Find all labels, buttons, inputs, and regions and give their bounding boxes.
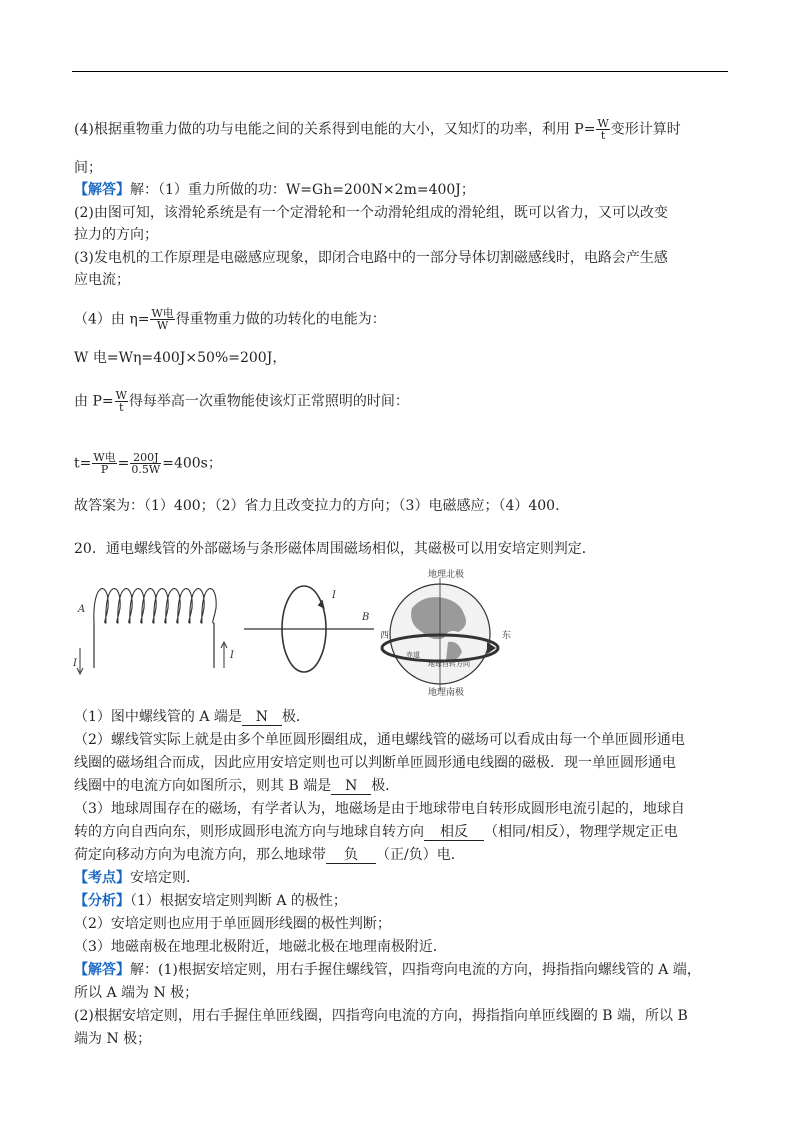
kaodian-tag: 【考点】 [74,870,130,886]
q20-part-3-line-3 [74,845,465,865]
question-20-figure [72,568,542,696]
coil-label-a: A [78,604,86,615]
question-text: 荷定向移动方向为电流方向，那么地球带 [74,847,326,863]
time-fraction-1 [92,452,116,475]
question-text: （相同/相反），物理学规定正电 [484,824,678,840]
q20-part-2-line-3 [74,776,399,796]
single-loop-diagram [244,586,374,672]
kaodian-line [74,868,200,888]
question-text: 极． [281,709,310,725]
jieda-line-3: (2)根据安培定则，用右手握住单匝线圈，四指弯向电流的方向，拇指指向单匝线圈的 B 端，所以 B [74,1008,688,1024]
frac-denominator: 0.5W [131,463,161,476]
q20-part-1 [74,707,310,727]
answer-text: 由 P= [74,393,114,410]
hint-text: (4)根据重物重力做的功与电能之间的关系得到电能的大小，又知灯的功率，利用 P= [74,121,596,138]
frac-denominator: t [119,401,124,414]
fraction [596,118,609,141]
efficiency-fraction [150,308,174,331]
answer-line-9 [74,452,222,475]
answer-text: （4）由 η= [74,311,150,328]
answer-line-7: W 电=Wη=400J×50%=200J， [74,350,287,366]
frac-denominator: P [100,463,109,476]
answer-text: 得每举高一次重物能使该灯正常照明的时间： [128,393,409,410]
question-text: （正/负）电． [376,847,465,863]
header-rule [72,71,728,72]
power-fraction [115,390,128,413]
answer-tag: 【解答】 [74,182,130,198]
time-fraction-2 [130,452,161,475]
jieda-line-2: 所以 A 端为 N 极； [74,985,199,1001]
globe-east-label: 东 [502,631,512,641]
frac-denominator: W [156,319,169,332]
globe-rotation-label: 地球自转方向 [428,660,470,668]
fenxi-line-3: （3）地磁南极在地理北极附近，地磁北极在地理南极附近． [74,939,447,955]
globe-north-label: 地理北极 [428,570,465,580]
answer-text: 得重物重力做的功转化的电能为： [175,311,386,328]
final-answer-line: 故答案为：（1）400；（2）省力且改变拉力的方向；（3）电磁感应；（4）400. [74,498,560,514]
q20-part-2-line-1: （2）螺线管实际上就是由多个单匝圆形圈组成，通电螺线管的磁场可以看成由每一个单匝圆形通电 [74,732,685,748]
jieda-line-4: 端为 N 极； [74,1031,152,1047]
answer-text: t= [74,455,92,472]
question-20-stem: 20．通电螺线管的外部磁场与条形磁体周围磁场相似，其磁极可以用安培定则判定． [74,541,596,557]
fenxi-line [74,891,347,911]
hint-line-1 [74,118,681,141]
q20-part-2-line-2: 线圈的磁场组合而成，因此应用安培定则也可以判断单匝圆形通电线圈的磁极．现一单匝圆形通电 [74,755,676,771]
coil-label-i-right: I [230,650,234,661]
jieda-tag: 【解答】 [74,962,130,978]
frac-numerator: 200J [130,452,161,464]
equals-sign: = [117,455,130,472]
frac-numerator: W [597,117,609,130]
answer-blank: 相反 [424,824,484,841]
frac-numerator: W电 [93,451,116,464]
loop-label-i: I [332,590,336,601]
earth-globe-diagram [380,568,511,696]
solenoid-diagram [72,589,235,674]
fenxi-text: （1）根据安培定则判断 A 的极性； [130,893,347,909]
loop-label-b: B [362,612,370,623]
frac-denominator: t [600,129,606,142]
question-text: （1）图中螺线管的 A 端是 [74,709,242,725]
coil-label-i-left: I [73,658,77,669]
q20-part-3-line-1: （3）地球周围存在的磁场，有学者认为，地磁场是由于地球带电自转形成圆形电流引起的，地球自 [74,801,685,817]
fenxi-line-2: （2）安培定则也应用于单匝圆形线圈的极性判断； [74,916,391,932]
hint-line-2: 间； [74,160,102,176]
question-text: 极． [371,778,400,794]
answer-text: =400s； [162,455,222,472]
answer-line-4: (3)发电机的工作原理是电磁感应现象，即闭合电路中的一部分导体切割磁感线时，电路会产生感 [74,250,668,266]
frac-numerator: W [115,389,127,402]
fenxi-tag: 【分析】 [74,893,130,909]
question-text: 线圈中的电流方向如图所示，则其 B 端是 [74,778,332,794]
hint-text-end: 变形计算时 [610,121,681,138]
answer-blank: N [242,709,282,726]
jieda-text: 解：(1)根据安培定则，用右手握住螺线管，四指弯向电流的方向，拇指指向螺线管的 A 端， [130,962,701,978]
frac-numerator: W电 [151,307,174,320]
answer-line-8 [74,390,409,413]
jieda-line-1 [74,960,701,980]
answer-line-2: (2)由图可知，该滑轮系统是有一个定滑轮和一个动滑轮组成的滑轮组，既可以省力，又可以改变 [74,205,668,221]
answer-line-5: 应电流； [74,272,130,288]
answer-text: 解：（1）重力所做的功：W=Gh=200N×2m=400J； [130,182,475,198]
answer-blank: 负 [326,847,376,864]
answer-line-1 [74,180,475,200]
answer-line-6 [74,308,386,331]
globe-south-label: 地理南极 [428,688,465,696]
kaodian-text: 安培定则． [130,870,200,886]
question-text: 转的方向自西向东，则形成圆形电流方向与地球自转方向 [74,824,424,840]
answer-line-3: 拉力的方向； [74,227,158,243]
answer-blank: N [331,778,371,795]
q20-part-3-line-2 [74,822,678,842]
globe-equator-label: 赤道 [406,651,420,659]
globe-west-label: 西 [380,631,390,641]
